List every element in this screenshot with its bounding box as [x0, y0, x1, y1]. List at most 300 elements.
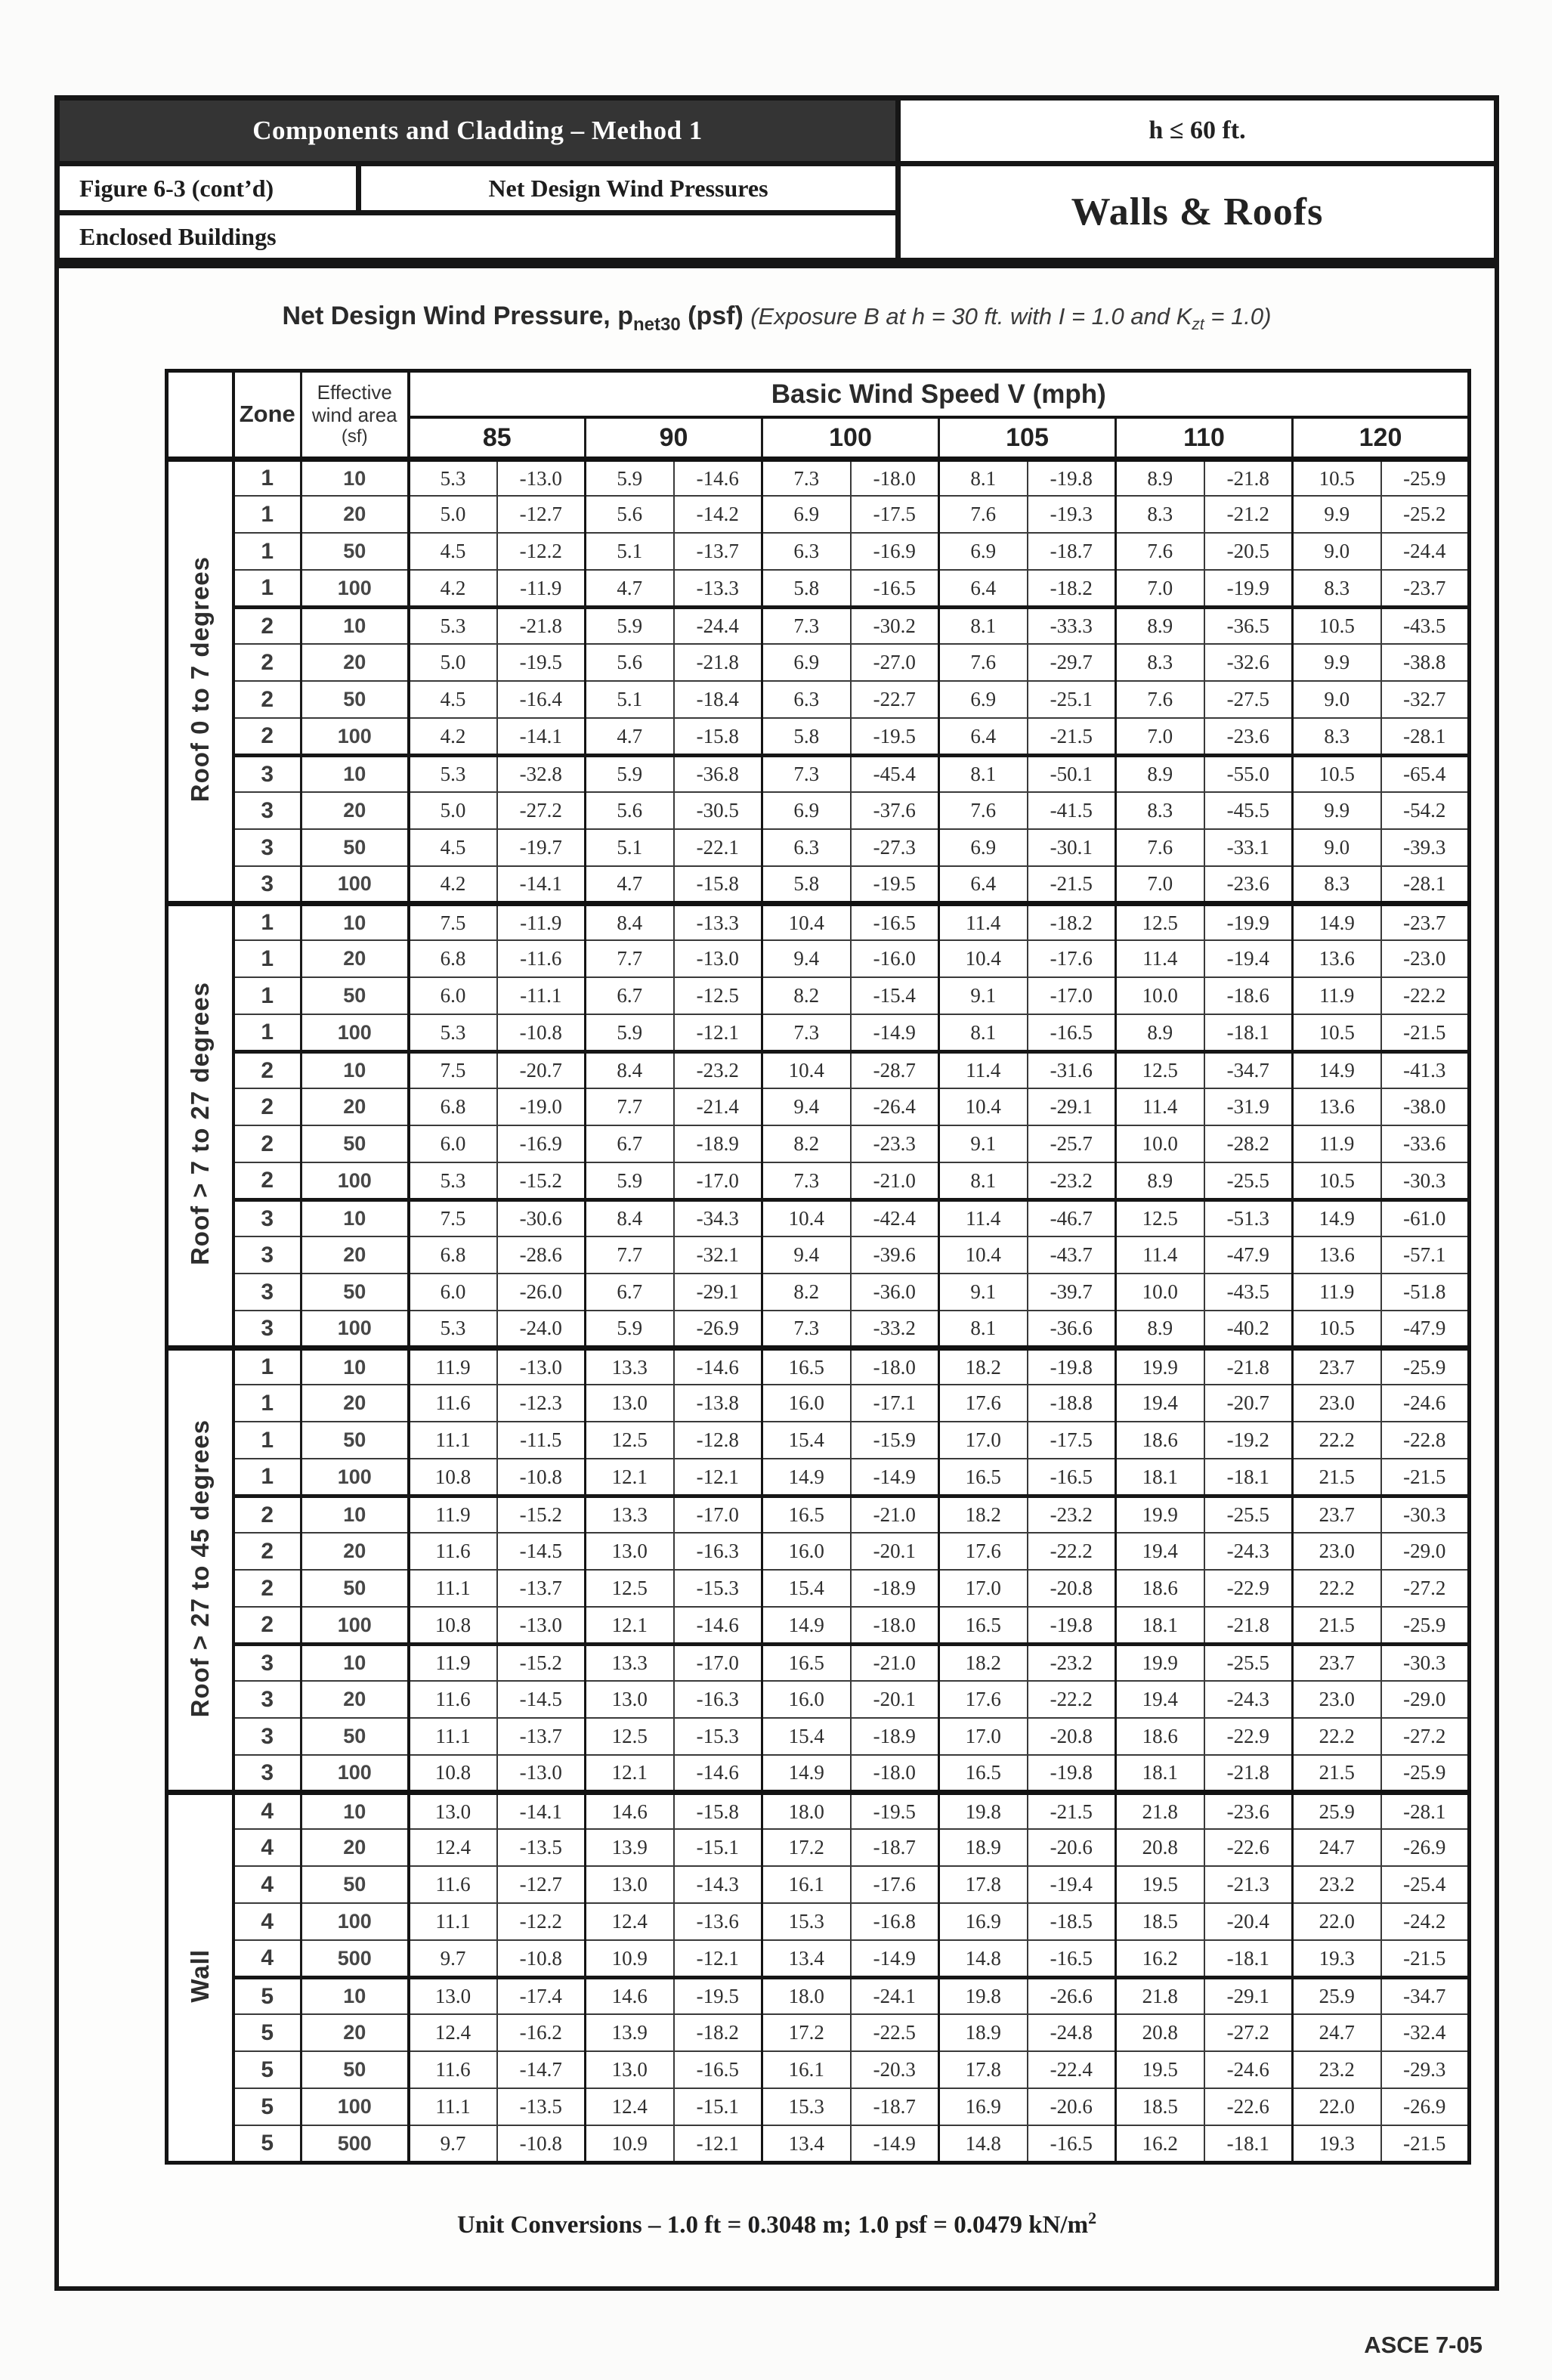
pressure-positive-cell: 15.4 — [762, 1570, 851, 1607]
area-cell: 100 — [301, 2088, 409, 2125]
area-cell: 500 — [301, 2125, 409, 2162]
pressure-positive-cell: 12.4 — [409, 1829, 497, 1866]
pressure-negative-cell: -15.8 — [674, 866, 762, 903]
pressure-negative-cell: -30.2 — [851, 607, 939, 644]
pressure-negative-cell: -30.3 — [1381, 1496, 1470, 1533]
pressure-negative-cell: -13.0 — [497, 1607, 586, 1644]
zone-cell: 3 — [233, 1755, 301, 1792]
pressure-positive-cell: 7.6 — [939, 644, 1028, 681]
pressure-positive-cell: 10.0 — [1116, 1274, 1204, 1311]
pressure-positive-cell: 7.7 — [586, 1088, 674, 1125]
pressure-negative-cell: -15.1 — [674, 2088, 762, 2125]
pressure-negative-cell: -12.1 — [674, 2125, 762, 2162]
pressure-positive-cell: 11.9 — [1293, 1274, 1381, 1311]
pressure-positive-cell: 9.9 — [1293, 496, 1381, 533]
pressure-positive-cell: 12.1 — [586, 1459, 674, 1496]
pressure-negative-cell: -27.2 — [1204, 2014, 1293, 2051]
pressure-positive-cell: 4.7 — [586, 570, 674, 607]
pressure-positive-cell: 8.4 — [586, 1199, 674, 1236]
pressure-negative-cell: -18.1 — [1204, 1459, 1293, 1496]
pressure-negative-cell: -21.0 — [851, 1162, 939, 1199]
area-cell: 100 — [301, 1459, 409, 1496]
table-row — [167, 1274, 1470, 1311]
area-cell: 50 — [301, 977, 409, 1014]
pressure-negative-cell: -11.5 — [497, 1422, 586, 1459]
pressure-negative-cell: -12.1 — [674, 1459, 762, 1496]
pressure-positive-cell: 16.5 — [762, 1644, 851, 1681]
pressure-positive-cell: 5.0 — [409, 644, 497, 681]
pressure-negative-cell: -21.3 — [1204, 1866, 1293, 1903]
pressure-negative-cell: -20.5 — [1204, 533, 1293, 570]
pressure-positive-cell: 7.3 — [762, 1014, 851, 1051]
pressure-positive-cell: 18.1 — [1116, 1607, 1204, 1644]
pressure-negative-cell: -25.4 — [1381, 1866, 1470, 1903]
pressure-negative-cell: -27.2 — [1381, 1570, 1470, 1607]
area-cell: 20 — [301, 1236, 409, 1274]
area-cell: 10 — [301, 607, 409, 644]
pressure-negative-cell: -20.8 — [1028, 1570, 1116, 1607]
pressure-negative-cell: -45.5 — [1204, 792, 1293, 829]
pressure-positive-cell: 19.5 — [1116, 2051, 1204, 2088]
pressure-positive-cell: 17.6 — [939, 1385, 1028, 1422]
pressure-positive-cell: 12.5 — [1116, 1051, 1204, 1088]
pressure-negative-cell: -30.6 — [497, 1199, 586, 1236]
pressure-positive-cell: 18.0 — [762, 1792, 851, 1829]
pressure-negative-cell: -22.2 — [1381, 977, 1470, 1014]
pressure-positive-cell: 4.7 — [586, 718, 674, 755]
pressure-negative-cell: -20.7 — [1204, 1385, 1293, 1422]
zone-cell: 2 — [233, 681, 301, 718]
pressure-negative-cell: -18.5 — [1028, 1903, 1116, 1940]
pressure-negative-cell: -16.8 — [851, 1903, 939, 1940]
pressure-negative-cell: -11.9 — [497, 903, 586, 940]
table-row — [167, 644, 1470, 681]
zone-cell: 3 — [233, 829, 301, 866]
area-cell: 500 — [301, 1940, 409, 1977]
pressure-negative-cell: -31.6 — [1028, 1051, 1116, 1088]
pressure-negative-cell: -19.2 — [1204, 1422, 1293, 1459]
pressure-negative-cell: -26.0 — [497, 1274, 586, 1311]
section-label: Roof > 7 to 27 degrees — [185, 982, 214, 1266]
pressure-positive-cell: 6.0 — [409, 1125, 497, 1162]
area-cell: 50 — [301, 2051, 409, 2088]
table-section — [167, 1792, 1470, 2162]
pressure-negative-cell: -17.1 — [851, 1385, 939, 1422]
pressure-negative-cell: -61.0 — [1381, 1199, 1470, 1236]
pressure-positive-cell: 10.4 — [762, 1051, 851, 1088]
pressure-negative-cell: -20.4 — [1204, 1903, 1293, 1940]
pressure-positive-cell: 18.5 — [1116, 1903, 1204, 1940]
pressure-positive-cell: 6.0 — [409, 1274, 497, 1311]
pressure-positive-cell: 16.0 — [762, 1533, 851, 1570]
pressure-positive-cell: 12.5 — [586, 1718, 674, 1755]
pressure-positive-cell: 16.5 — [762, 1348, 851, 1385]
pressure-negative-cell: -22.9 — [1204, 1570, 1293, 1607]
pressure-negative-cell: -10.8 — [497, 1014, 586, 1051]
pressure-positive-cell: 16.2 — [1116, 1940, 1204, 1977]
pressure-positive-cell: 5.9 — [586, 459, 674, 496]
pressure-negative-cell: -25.9 — [1381, 1607, 1470, 1644]
pressure-positive-cell: 5.1 — [586, 533, 674, 570]
table-row — [167, 1755, 1470, 1792]
table-row — [167, 1051, 1470, 1088]
pressure-positive-cell: 13.3 — [586, 1496, 674, 1533]
table-row — [167, 496, 1470, 533]
pressure-negative-cell: -16.2 — [497, 2014, 586, 2051]
pressure-negative-cell: -14.9 — [851, 2125, 939, 2162]
pressure-negative-cell: -14.9 — [851, 1459, 939, 1496]
pressure-negative-cell: -24.0 — [497, 1311, 586, 1348]
pressure-positive-cell: 10.5 — [1293, 1311, 1381, 1348]
pressure-positive-cell: 18.1 — [1116, 1755, 1204, 1792]
pressure-negative-cell: -13.0 — [674, 940, 762, 977]
pressure-negative-cell: -26.4 — [851, 1088, 939, 1125]
pressure-positive-cell: 14.6 — [586, 1792, 674, 1829]
pressure-positive-cell: 17.8 — [939, 2051, 1028, 2088]
speed-column-header: 85 — [409, 417, 586, 459]
table-row — [167, 1940, 1470, 1977]
area-cell: 50 — [301, 1866, 409, 1903]
area-cell: 10 — [301, 755, 409, 792]
pressure-positive-cell: 13.4 — [762, 1940, 851, 1977]
pressure-positive-cell: 9.9 — [1293, 644, 1381, 681]
pressure-negative-cell: -29.0 — [1381, 1681, 1470, 1718]
pressure-negative-cell: -32.8 — [497, 755, 586, 792]
pressure-negative-cell: -11.6 — [497, 940, 586, 977]
pressure-positive-cell: 8.9 — [1116, 1311, 1204, 1348]
pressure-positive-cell: 16.1 — [762, 2051, 851, 2088]
pressure-positive-cell: 5.9 — [586, 1014, 674, 1051]
speed-column-header: 100 — [762, 417, 939, 459]
pressure-positive-cell: 10.4 — [939, 1236, 1028, 1274]
pressure-negative-cell: -17.6 — [1028, 940, 1116, 977]
pressure-positive-cell: 5.6 — [586, 792, 674, 829]
table-row — [167, 1792, 1470, 1829]
pressure-negative-cell: -65.4 — [1381, 755, 1470, 792]
pressure-positive-cell: 12.4 — [586, 1903, 674, 1940]
zone-cell: 1 — [233, 1385, 301, 1422]
zone-cell: 1 — [233, 533, 301, 570]
pressure-positive-cell: 8.9 — [1116, 607, 1204, 644]
pressure-negative-cell: -23.2 — [1028, 1644, 1116, 1681]
zone-cell: 3 — [233, 1274, 301, 1311]
table-title-subscript: net30 — [632, 314, 681, 335]
pressure-negative-cell: -28.1 — [1381, 718, 1470, 755]
pressure-positive-cell: 5.1 — [586, 829, 674, 866]
pressure-negative-cell: -19.5 — [851, 718, 939, 755]
pressure-positive-cell: 6.3 — [762, 681, 851, 718]
pressure-negative-cell: -16.5 — [1028, 1940, 1116, 1977]
pressure-negative-cell: -36.5 — [1204, 607, 1293, 644]
pressure-negative-cell: -29.1 — [674, 1274, 762, 1311]
pressure-positive-cell: 12.5 — [586, 1570, 674, 1607]
pressure-negative-cell: -16.5 — [851, 570, 939, 607]
pressure-negative-cell: -20.1 — [851, 1681, 939, 1718]
pressure-positive-cell: 13.6 — [1293, 1236, 1381, 1274]
pressure-negative-cell: -21.0 — [851, 1496, 939, 1533]
table-row — [167, 1533, 1470, 1570]
pressure-positive-cell: 17.6 — [939, 1681, 1028, 1718]
pressure-positive-cell: 5.9 — [586, 1311, 674, 1348]
zone-cell: 4 — [233, 1903, 301, 1940]
pressure-positive-cell: 13.0 — [586, 2051, 674, 2088]
pressure-positive-cell: 13.9 — [586, 1829, 674, 1866]
pressure-negative-cell: -23.2 — [1028, 1496, 1116, 1533]
table-row — [167, 792, 1470, 829]
pressure-negative-cell: -14.1 — [497, 718, 586, 755]
area-cell: 50 — [301, 1718, 409, 1755]
pressure-positive-cell: 6.7 — [586, 977, 674, 1014]
pressure-negative-cell: -20.6 — [1028, 1829, 1116, 1866]
pressure-positive-cell: 9.4 — [762, 1088, 851, 1125]
area-cell: 50 — [301, 1274, 409, 1311]
area-cell: 10 — [301, 1977, 409, 2014]
table-row — [167, 1644, 1470, 1681]
zone-cell: 4 — [233, 1940, 301, 1977]
pressure-positive-cell: 7.3 — [762, 607, 851, 644]
pressure-positive-cell: 18.0 — [762, 1977, 851, 2014]
area-cell: 20 — [301, 1681, 409, 1718]
pressure-negative-cell: -18.0 — [851, 1607, 939, 1644]
table-row — [167, 1422, 1470, 1459]
pressure-positive-cell: 6.4 — [939, 718, 1028, 755]
pressure-negative-cell: -32.1 — [674, 1236, 762, 1274]
pressure-positive-cell: 6.7 — [586, 1125, 674, 1162]
pressure-positive-cell: 12.4 — [409, 2014, 497, 2051]
pressure-positive-cell: 7.6 — [1116, 829, 1204, 866]
zone-cell: 3 — [233, 1718, 301, 1755]
table-row — [167, 1014, 1470, 1051]
pressure-negative-cell: -39.3 — [1381, 829, 1470, 866]
table-row — [167, 1348, 1470, 1385]
pressure-negative-cell: -16.5 — [851, 903, 939, 940]
pressure-positive-cell: 17.8 — [939, 1866, 1028, 1903]
pressure-positive-cell: 13.0 — [409, 1792, 497, 1829]
pressure-negative-cell: -28.7 — [851, 1051, 939, 1088]
pressure-negative-cell: -57.1 — [1381, 1236, 1470, 1274]
pressure-positive-cell: 16.5 — [939, 1755, 1028, 1792]
pressure-negative-cell: -16.0 — [851, 940, 939, 977]
table-row — [167, 940, 1470, 977]
pressure-negative-cell: -15.8 — [674, 1792, 762, 1829]
speed-column-header: 120 — [1293, 417, 1470, 459]
pressure-positive-cell: 4.5 — [409, 829, 497, 866]
pressure-negative-cell: -13.6 — [674, 1903, 762, 1940]
table-row — [167, 1866, 1470, 1903]
pressure-negative-cell: -46.7 — [1028, 1199, 1116, 1236]
document-page — [54, 95, 1499, 2359]
pressure-negative-cell: -18.1 — [1204, 1014, 1293, 1051]
pressure-negative-cell: -11.1 — [497, 977, 586, 1014]
area-cell: 20 — [301, 1533, 409, 1570]
pressure-positive-cell: 7.6 — [939, 792, 1028, 829]
pressure-negative-cell: -10.8 — [497, 2125, 586, 2162]
pressure-positive-cell: 19.9 — [1116, 1348, 1204, 1385]
pressure-negative-cell: -19.4 — [1028, 1866, 1116, 1903]
pressure-positive-cell: 11.4 — [1116, 940, 1204, 977]
pressure-negative-cell: -22.9 — [1204, 1718, 1293, 1755]
pressure-positive-cell: 11.6 — [409, 1681, 497, 1718]
pressure-positive-cell: 8.3 — [1293, 866, 1381, 903]
pressure-positive-cell: 9.1 — [939, 1274, 1028, 1311]
zone-cell: 1 — [233, 496, 301, 533]
pressure-positive-cell: 6.8 — [409, 1088, 497, 1125]
pressure-positive-cell: 8.9 — [1116, 1014, 1204, 1051]
pressure-positive-cell: 13.4 — [762, 2125, 851, 2162]
pressure-negative-cell: -15.4 — [851, 977, 939, 1014]
pressure-positive-cell: 17.0 — [939, 1718, 1028, 1755]
pressure-positive-cell: 11.9 — [409, 1644, 497, 1681]
pressure-positive-cell: 7.3 — [762, 755, 851, 792]
pressure-negative-cell: -16.3 — [674, 1681, 762, 1718]
pressure-negative-cell: -25.7 — [1028, 1125, 1116, 1162]
pressure-negative-cell: -32.4 — [1381, 2014, 1470, 2051]
pressure-positive-cell: 16.9 — [939, 2088, 1028, 2125]
pressure-positive-cell: 6.8 — [409, 1236, 497, 1274]
pressure-positive-cell: 19.3 — [1293, 1940, 1381, 1977]
table-row — [167, 570, 1470, 607]
pressure-negative-cell: -33.1 — [1204, 829, 1293, 866]
pressure-negative-cell: -36.0 — [851, 1274, 939, 1311]
pressure-positive-cell: 12.5 — [1116, 903, 1204, 940]
pressure-positive-cell: 7.7 — [586, 1236, 674, 1274]
pressure-negative-cell: -12.1 — [674, 1014, 762, 1051]
pressure-negative-cell: -18.7 — [851, 2088, 939, 2125]
pressure-negative-cell: -11.9 — [497, 570, 586, 607]
zone-cell: 3 — [233, 1311, 301, 1348]
pressure-negative-cell: -23.0 — [1381, 940, 1470, 977]
pressure-positive-cell: 8.1 — [939, 607, 1028, 644]
pressure-positive-cell: 5.8 — [762, 570, 851, 607]
pressure-positive-cell: 23.2 — [1293, 2051, 1381, 2088]
pressure-positive-cell: 10.4 — [762, 903, 851, 940]
area-cell: 100 — [301, 570, 409, 607]
pressure-positive-cell: 15.4 — [762, 1718, 851, 1755]
pressure-negative-cell: -25.9 — [1381, 1348, 1470, 1385]
pressure-positive-cell: 5.3 — [409, 1311, 497, 1348]
pressure-positive-cell: 16.0 — [762, 1385, 851, 1422]
table-row — [167, 1236, 1470, 1274]
table-row — [167, 681, 1470, 718]
pressure-positive-cell: 12.5 — [586, 1422, 674, 1459]
section-label-cell — [167, 903, 233, 1348]
area-cell: 20 — [301, 940, 409, 977]
pressure-negative-cell: -17.0 — [674, 1644, 762, 1681]
pressure-negative-cell: -18.0 — [851, 459, 939, 496]
pressure-positive-cell: 11.6 — [409, 1533, 497, 1570]
pressure-negative-cell: -14.6 — [674, 1755, 762, 1792]
table-row — [167, 1607, 1470, 1644]
pressure-negative-cell: -19.3 — [1028, 496, 1116, 533]
pressure-negative-cell: -14.9 — [851, 1014, 939, 1051]
pressure-negative-cell: -22.4 — [1028, 2051, 1116, 2088]
table-row — [167, 829, 1470, 866]
pressure-negative-cell: -22.2 — [1028, 1681, 1116, 1718]
pressure-positive-cell: 8.1 — [939, 755, 1028, 792]
pressure-negative-cell: -25.1 — [1028, 681, 1116, 718]
table-section — [167, 1348, 1470, 1792]
pressure-positive-cell: 9.0 — [1293, 533, 1381, 570]
pressure-positive-cell: 18.5 — [1116, 2088, 1204, 2125]
zone-cell: 3 — [233, 866, 301, 903]
table-row — [167, 1718, 1470, 1755]
pressure-positive-cell: 4.2 — [409, 866, 497, 903]
pressure-positive-cell: 10.5 — [1293, 755, 1381, 792]
pressure-negative-cell: -27.5 — [1204, 681, 1293, 718]
pressure-positive-cell: 5.6 — [586, 496, 674, 533]
pressure-negative-cell: -20.7 — [497, 1051, 586, 1088]
zone-cell: 2 — [233, 1162, 301, 1199]
zone-cell: 2 — [233, 1533, 301, 1570]
pressure-positive-cell: 8.9 — [1116, 755, 1204, 792]
pressure-positive-cell: 6.0 — [409, 977, 497, 1014]
pressure-positive-cell: 5.3 — [409, 459, 497, 496]
pressure-positive-cell: 15.4 — [762, 1422, 851, 1459]
area-cell: 50 — [301, 829, 409, 866]
pressure-negative-cell: -29.7 — [1028, 644, 1116, 681]
pressure-positive-cell: 13.0 — [409, 1977, 497, 2014]
pressure-positive-cell: 8.3 — [1116, 644, 1204, 681]
pressure-positive-cell: 17.6 — [939, 1533, 1028, 1570]
pressure-negative-cell: -54.2 — [1381, 792, 1470, 829]
pressure-positive-cell: 23.2 — [1293, 1866, 1381, 1903]
pressure-negative-cell: -22.8 — [1381, 1422, 1470, 1459]
pressure-negative-cell: -14.1 — [497, 1792, 586, 1829]
pressure-negative-cell: -24.4 — [674, 607, 762, 644]
pressure-positive-cell: 11.1 — [409, 1570, 497, 1607]
area-cell: 20 — [301, 496, 409, 533]
pressure-negative-cell: -51.8 — [1381, 1274, 1470, 1311]
pressure-negative-cell: -24.6 — [1204, 2051, 1293, 2088]
pressure-positive-cell: 9.7 — [409, 2125, 497, 2162]
table-head — [167, 370, 1470, 459]
pressure-positive-cell: 10.9 — [586, 1940, 674, 1977]
pressure-negative-cell: -21.0 — [851, 1644, 939, 1681]
area-cell: 50 — [301, 681, 409, 718]
pressure-positive-cell: 7.0 — [1116, 718, 1204, 755]
zone-cell: 4 — [233, 1792, 301, 1829]
pressure-positive-cell: 19.4 — [1116, 1681, 1204, 1718]
pressure-negative-cell: -29.0 — [1381, 1533, 1470, 1570]
pressure-negative-cell: -26.9 — [674, 1311, 762, 1348]
pressure-positive-cell: 5.8 — [762, 866, 851, 903]
zone-cell: 2 — [233, 607, 301, 644]
area-cell: 100 — [301, 1607, 409, 1644]
pressure-positive-cell: 6.3 — [762, 533, 851, 570]
pressure-negative-cell: -19.9 — [1204, 570, 1293, 607]
pressure-negative-cell: -26.6 — [1028, 1977, 1116, 2014]
zone-cell: 3 — [233, 1681, 301, 1718]
pressure-negative-cell: -14.5 — [497, 1533, 586, 1570]
pressure-negative-cell: -29.1 — [1028, 1088, 1116, 1125]
pressure-negative-cell: -13.5 — [497, 1829, 586, 1866]
pressure-negative-cell: -13.0 — [497, 1755, 586, 1792]
pressure-positive-cell: 20.8 — [1116, 1829, 1204, 1866]
pressure-negative-cell: -12.8 — [674, 1422, 762, 1459]
pressure-positive-cell: 9.1 — [939, 1125, 1028, 1162]
area-cell: 10 — [301, 1792, 409, 1829]
pressure-positive-cell: 13.0 — [586, 1533, 674, 1570]
pressure-positive-cell: 5.9 — [586, 1162, 674, 1199]
section-label: Roof > 27 to 45 degrees — [185, 1419, 214, 1717]
table-row — [167, 1311, 1470, 1348]
pressure-negative-cell: -42.4 — [851, 1199, 939, 1236]
pressure-negative-cell: -24.2 — [1381, 1903, 1470, 1940]
pressure-negative-cell: -18.7 — [851, 1829, 939, 1866]
pressure-negative-cell: -23.2 — [1028, 1162, 1116, 1199]
zone-cell: 2 — [233, 1570, 301, 1607]
pressure-positive-cell: 6.9 — [939, 681, 1028, 718]
